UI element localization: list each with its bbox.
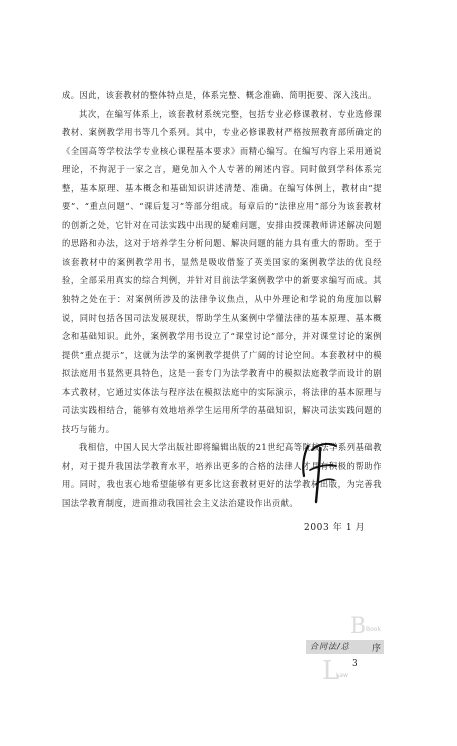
preface-date: 2003 年 1 月 [304, 523, 366, 533]
paragraph-continuation: 成。因此，该套教材的整体特点是，体系完整、概念准确、简明扼要、深入浅出。 [62, 90, 377, 100]
running-footer-book-title: 合同法/总 [310, 642, 350, 651]
decorative-letter-l: L [322, 656, 340, 686]
handwritten-signature [294, 440, 342, 506]
decorative-letter-b: B [350, 614, 367, 639]
paragraph-closing: 我相信，中国人民大学出版社即将编辑出版的21世纪高等院校法学系列基础教材，对于提升我国法学教育水平，培养出更多的合格的法律人才具有积极的帮助作用。同时，我也衷心地希望能够有更多比这套教材更好的法学教材出版，为完善我国法学教育制度，进而推动我国社会主义法治建设作出贡献。 [62, 442, 382, 509]
paragraph-compilation-system: 其次，在编写体系上，该套教材系统完整，包括专业必修课教材、专业选修课教材、案例教学用书等几个系列。其中，专业必修课教材严格按照教育部所确定的《全国高等学校法学专业核心课程基本要求》而精心编写。在编写内容上采用通说理论，不拘泥于一家之言，避免加入个人专著的阐述内容。同时做到学科体系完整，基本原理、基本概念和基础知识讲述清楚、准确。在编写体例上，教材由“提要”、“重点问题”、“课后复习”等部分组成。每章后的“法律应用”部分为该套教材的创新之处，它针对在司法实践中出现的疑难问题，安排由授课教师讲述解决问题的思路和办法，这对于培养学生分析问题、解决问题的能力具有重大的帮助。至于该套教材中的案例教学用书，显然是吸收借鉴了英美国家的案例教学法的优良经验，全部采用真实的综合判例，并针对目前法学案例教学中的新要求编写而成。其独特之处在于：对案例所涉及的法律争议焦点，从中外理论和学说的角度加以解说，同时包括各国司法发展现状，帮助学生从案例中学懂法律的基本原理、基本概念和基础知识。此外，案例教学用书设立了“课堂讨论”部分，并对课堂讨论的案例提供“重点提示”，这就为法学的案例教学提供了广阔的讨论空间。本套教材中的模拟法庭用书显然更具特色，这是一套专门为法学教育中的模拟法庭教学而设计的剧本式教材，它通过实体法与程序法在模拟法庭中的实际演示，将法律的基本原理与司法实践相结合，能够有效地培养学生运用所学的基础知识，解决司法实践问题的技巧与能力。 [62, 108, 382, 434]
page-number: 3 [352, 659, 358, 669]
running-footer-section: 序 [372, 644, 382, 654]
decorative-word-book: Book [366, 626, 381, 633]
decorative-word-law: Law [336, 672, 348, 679]
